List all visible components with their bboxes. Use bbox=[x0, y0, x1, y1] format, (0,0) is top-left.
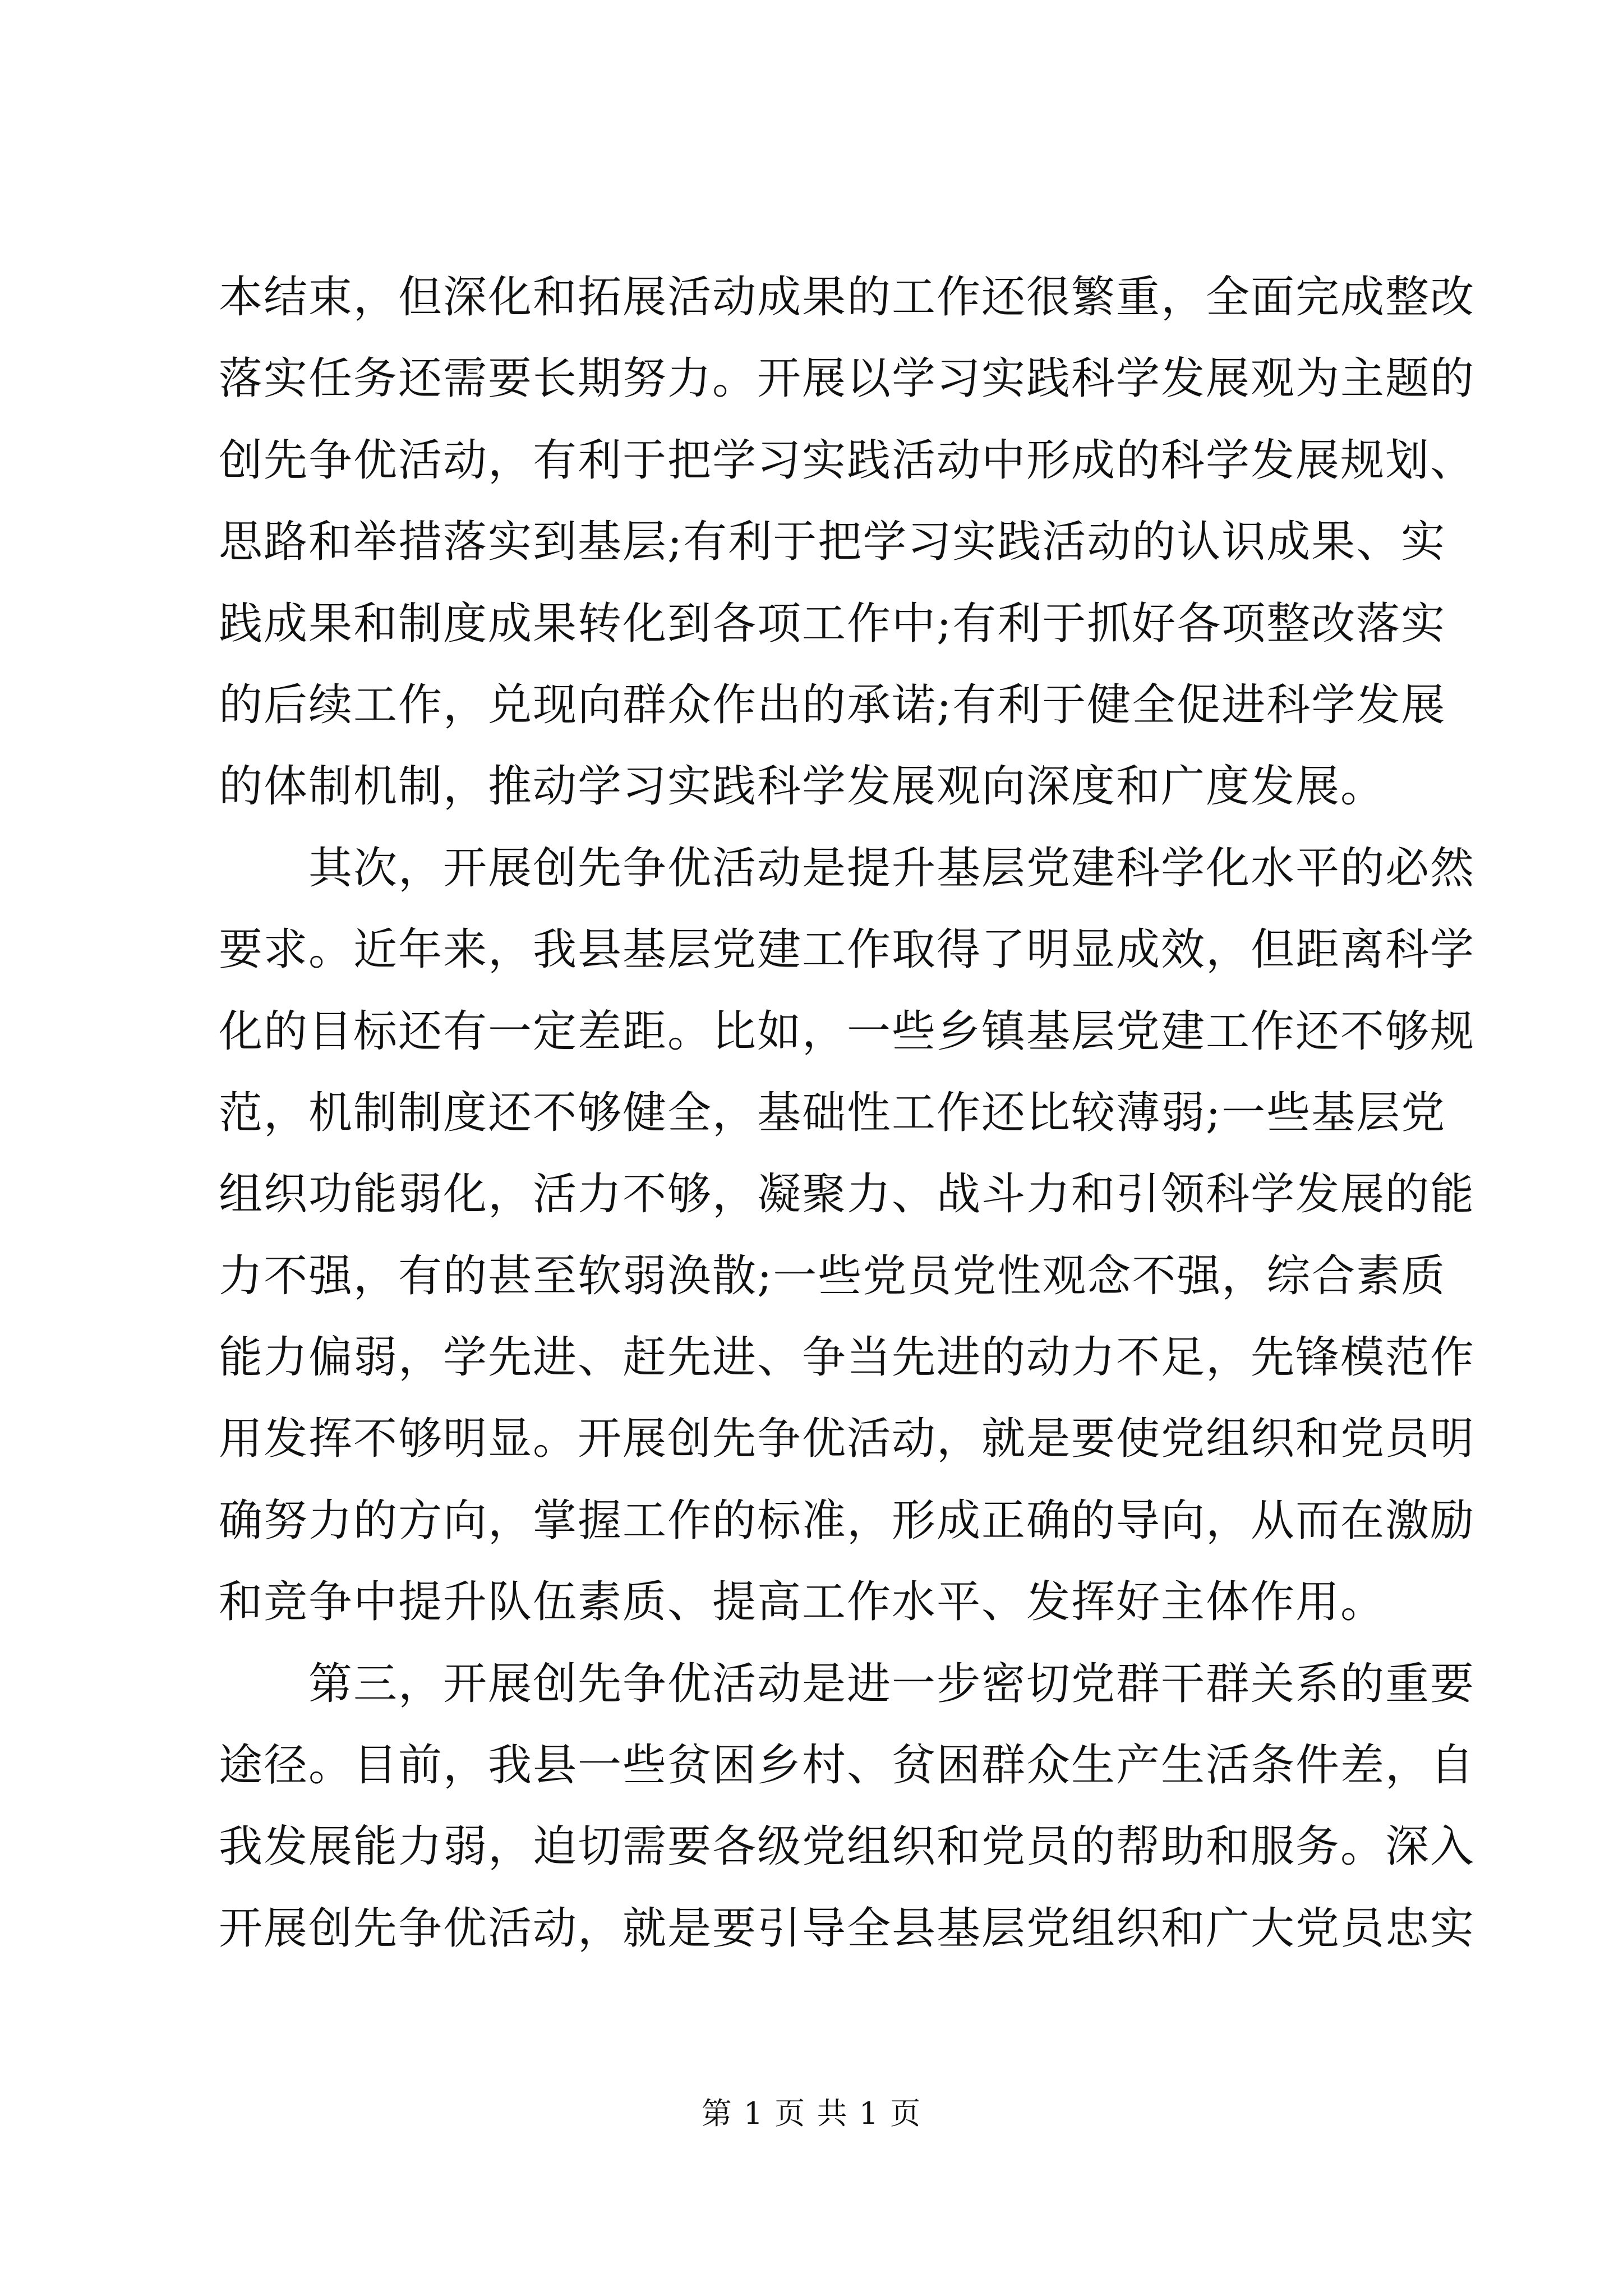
text-line: 的体制机制，推动学习实践科学发展观向深度和广度发展。 bbox=[219, 761, 1386, 812]
text-line: 践成果和制度成果转化到各项工作中;有利于抓好各项整改落实 bbox=[219, 598, 1446, 649]
text-line: 力不强，有的甚至软弱涣散;一些党员党性观念不强，综合素质 bbox=[219, 1250, 1446, 1301]
text-line: 其次，开展创先争优活动是提升基层党建科学化水平的必然 bbox=[219, 843, 1476, 894]
text-line: 用发挥不够明显。开展创先争优活动，就是要使党组织和党员明 bbox=[219, 1414, 1476, 1465]
text-line: 组织功能弱化，活力不够，凝聚力、战斗力和引领科学发展的能 bbox=[219, 1169, 1476, 1220]
text-line: 开展创先争优活动，就是要引导全县基层党组织和广大党员忠实 bbox=[219, 1903, 1476, 1954]
text-line: 途径。目前，我县一些贫困乡村、贫困群众生产生活条件差，自 bbox=[219, 1740, 1476, 1791]
text-line: 要求。近年来，我县基层党建工作取得了明显成效，但距离科学 bbox=[219, 924, 1476, 976]
text-line: 化的目标还有一定差距。比如，一些乡镇基层党建工作还不够规 bbox=[219, 1006, 1476, 1057]
text-line: 能力偏弱，学先进、赶先进、争当先进的动力不足，先锋模范作 bbox=[219, 1332, 1476, 1383]
text-line: 的后续工作，兑现向群众作出的承诺;有利于健全促进科学发展 bbox=[219, 679, 1446, 730]
text-line: 第三，开展创先争优活动是进一步密切党群干群关系的重要 bbox=[219, 1658, 1476, 1709]
body-text bbox=[219, 257, 1476, 1970]
text-line: 思路和举措落实到基层;有利于把学习实践活动的认识成果、实 bbox=[219, 517, 1446, 568]
text-line: 落实任务还需要长期努力。开展以学习实践科学发展观为主题的 bbox=[219, 353, 1476, 404]
text-line: 确努力的方向，掌握工作的标准，形成正确的导向，从而在激励 bbox=[219, 1495, 1476, 1546]
text-line: 范，机制制度还不够健全，基础性工作还比较薄弱;一些基层党 bbox=[219, 1087, 1446, 1138]
text-line: 我发展能力弱，迫切需要各级党组织和党员的帮助和服务。深入 bbox=[219, 1821, 1476, 1872]
text-line: 本结束，但深化和拓展活动成果的工作还很繁重，全面完成整改 bbox=[219, 272, 1476, 323]
text-line: 和竞争中提升队伍素质、提高工作水平、发挥好主体作用。 bbox=[219, 1577, 1386, 1628]
page-number: 第 1 页 共 1 页 bbox=[701, 2096, 922, 2131]
text-line: 创先争优活动，有利于把学习实践活动中形成的科学发展规划、 bbox=[219, 435, 1476, 486]
page-footer bbox=[0, 2090, 1623, 2133]
